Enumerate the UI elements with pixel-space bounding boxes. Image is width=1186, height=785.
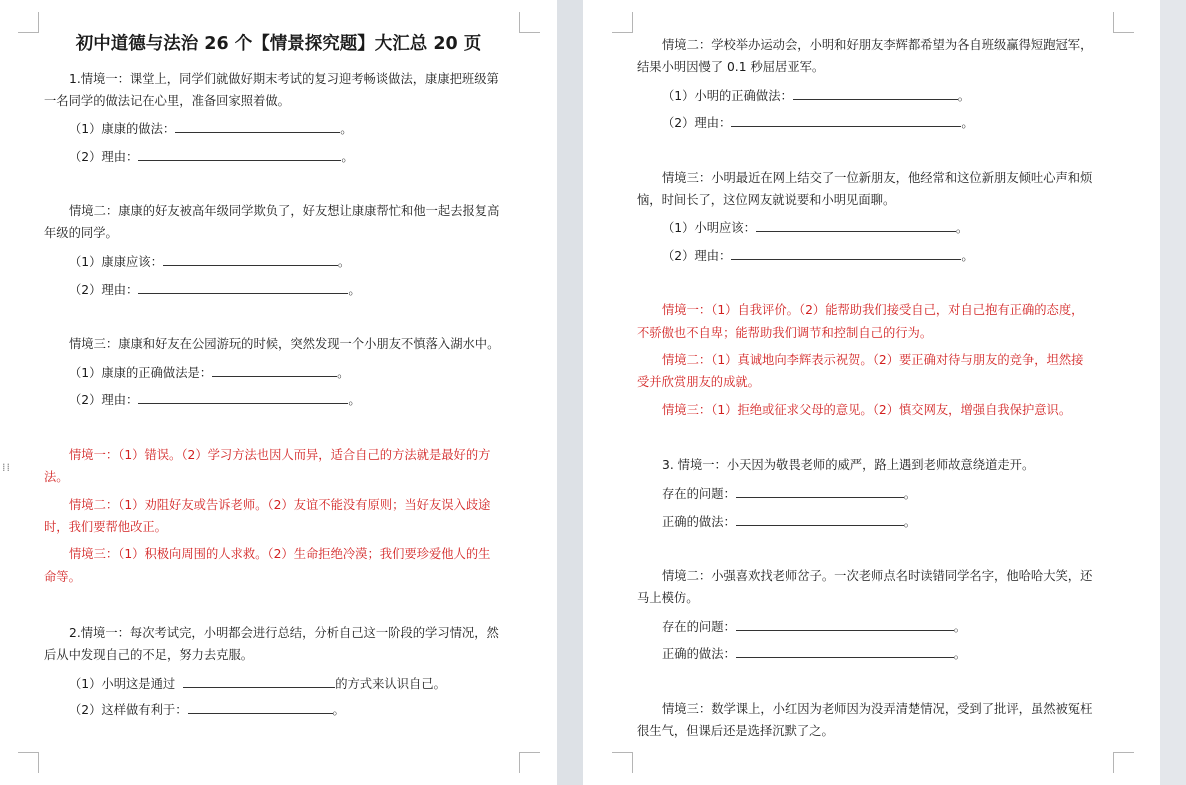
fill-in-line [662, 485, 916, 502]
end-mark: 。 [332, 703, 345, 717]
question-text: 情境三：数学课上，小红因为老师因为没弄清楚情况，受到了批评，虽然被冤枉 [662, 702, 1093, 716]
answer-text: 命等。 [44, 570, 81, 584]
answer-text: 不骄傲也不自卑；能帮助我们调节和控制自己的行为。 [637, 326, 933, 340]
fill-in-line [69, 120, 353, 137]
answer-blank [183, 675, 335, 688]
prompt-label: （2）理由： [69, 283, 139, 297]
answer-text: 受并欣赏朋友的成就。 [637, 375, 760, 389]
fill-in-line [69, 701, 345, 718]
prompt-label: （2）理由： [662, 116, 732, 130]
margin-corner-mark [1113, 12, 1134, 33]
question-text: 一名同学的做法记在心里，准备回家照着做。 [44, 94, 290, 108]
fill-in-line [69, 148, 354, 165]
answer-text: 情境二：（1）真诚地向李辉表示祝贺。（2）要正确对待与朋友的竞争，坦然接 [662, 353, 1084, 367]
prompt-label: （1）小明的正确做法： [662, 89, 793, 103]
fill-in-line [662, 87, 970, 104]
prompt-label: 存在的问题： [662, 487, 736, 501]
answer-text: 情境三：（1）积极向周围的人求救。（2）生命拒绝冷漠；我们要珍爱他人的生 [69, 547, 491, 561]
answer-blank [188, 701, 333, 714]
prompt-label: （1）康康的做法： [69, 122, 176, 136]
fill-in-line [662, 618, 966, 635]
prompt-label: （2）这样做有利于： [69, 703, 188, 717]
question-text: 马上模仿。 [637, 591, 699, 605]
answer-blank [736, 513, 904, 526]
end-mark: 。 [953, 647, 967, 661]
end-mark: 。 [337, 255, 351, 269]
end-mark: 。 [340, 122, 353, 136]
fill-in-line [69, 391, 361, 408]
page-gap [557, 0, 583, 785]
answer-blank [731, 247, 961, 260]
answer-blank [736, 645, 954, 658]
prompt-label: （1）康康的正确做法是： [69, 366, 213, 380]
margin-corner-mark [612, 752, 633, 773]
question-text: 年级的同学。 [44, 226, 118, 240]
answer-text: 法。 [44, 470, 69, 484]
answer-blank [736, 618, 954, 631]
prompt-label: （1）小明应该： [662, 221, 756, 235]
question-text: 后从中发现自己的不足，努力去克服。 [44, 648, 254, 662]
margin-corner-mark [519, 12, 540, 33]
end-mark: 。 [348, 283, 361, 297]
prompt-label: （2）理由： [69, 150, 139, 164]
document-page-right [583, 0, 1160, 785]
document-page-left [0, 0, 557, 785]
question-text: 情境三：小明最近在网上结交了一位新朋友，他经常和这位新朋友倾吐心声和烦 [662, 171, 1093, 185]
answer-text: 情境二：（1）劝阻好友或告诉老师。（2）友谊不能没有原则；当好友误入歧途 [69, 498, 491, 512]
end-mark: 。 [348, 393, 361, 407]
fill-in-line [69, 281, 361, 298]
question-text: 结果小明因慢了 0.1 秒屈居亚军。 [637, 60, 825, 74]
fill-in-line [69, 364, 349, 381]
answer-blank [212, 364, 337, 377]
answer-blank [138, 391, 348, 404]
fill-in-line [662, 645, 966, 662]
prompt-label: 正确的做法： [662, 515, 736, 529]
end-mark: 。 [341, 150, 354, 164]
end-mark: 。 [903, 515, 917, 529]
answer-blank [175, 120, 340, 133]
answer-blank [793, 87, 958, 100]
margin-corner-mark [519, 752, 540, 773]
answer-blank [163, 253, 338, 266]
margin-corner-mark [18, 12, 39, 33]
question-text: 3. 情境一：小天因为敬畏老师的威严，路上遇到老师故意绕道走开。 [662, 458, 1035, 472]
answer-text: 情境三：（1）拒绝或征求父母的意见。（2）慎交网友，增强自我保护意识。 [662, 403, 1072, 417]
prompt-label: 正确的做法： [662, 647, 736, 661]
question-text: 情境二：学校举办运动会，小明和好朋友李辉都希望为各自班级赢得短跑冠军， [662, 38, 1093, 52]
answer-blank [138, 148, 341, 161]
question-text: 2.情境一：每次考试完，小明都会进行总结，分析自己这一阶段的学习情况，然 [69, 626, 499, 640]
end-mark: 。 [955, 221, 969, 235]
drag-handle-icon[interactable]: ⁞⁞ [2, 461, 11, 474]
question-text: 1.情境一：课堂上，同学们就做好期末考试的复习迎考畅谈做法，康康把班级第 [69, 72, 499, 86]
fill-in-line [662, 513, 916, 530]
fill-in-line [662, 219, 968, 236]
answer-blank [756, 219, 956, 232]
fill-in-line [662, 114, 974, 131]
answer-text: 情境一：（1）错误。（2）学习方法也因人而异，适合自己的方法就是最好的方 [69, 448, 491, 462]
question-text: 情境二：小强喜欢找老师岔子。一次老师点名时读错同学名字，他哈哈大笑，还 [662, 569, 1093, 583]
margin-corner-mark [18, 752, 39, 773]
prompt-suffix: 的方式来认识自己。 [335, 677, 446, 691]
margin-corner-mark [1113, 752, 1134, 773]
margin-corner-mark [612, 12, 633, 33]
answer-blank [736, 485, 904, 498]
prompt-label: （2）理由： [662, 249, 732, 263]
end-mark: 。 [961, 249, 974, 263]
fill-in-line [662, 247, 974, 264]
prompt-label: （1）康康应该： [69, 255, 163, 269]
question-text: 恼，时间长了，这位网友就说要和小明见面聊。 [637, 193, 896, 207]
end-mark: 。 [903, 487, 917, 501]
answer-text: 情境一：（1）自我评价。（2）能帮助我们接受自己，对自己抱有正确的态度， [662, 303, 1084, 317]
answer-blank [138, 281, 348, 294]
question-text: 很生气，但课后还是选择沉默了之。 [637, 724, 834, 738]
fill-in-line [69, 675, 446, 692]
document-title: 初中道德与法治 26 个【情景探究题】大汇总 20 页 [75, 34, 482, 54]
fill-in-line [69, 253, 350, 270]
page-gap [1160, 0, 1186, 785]
answer-text: 时，我们要帮他改正。 [44, 520, 167, 534]
end-mark: 。 [337, 366, 350, 380]
end-mark: 。 [961, 116, 974, 130]
prompt-label: 存在的问题： [662, 620, 736, 634]
question-text: 情境三：康康和好友在公园游玩的时候，突然发现一个小朋友不慎落入湖水中。 [69, 337, 500, 351]
prompt-label: （2）理由： [69, 393, 139, 407]
question-text: 情境二：康康的好友被高年级同学欺负了，好友想让康康帮忙和他一起去报复高 [69, 204, 500, 218]
answer-blank [731, 114, 961, 127]
prompt-label: （1）小明这是通过 [69, 677, 176, 691]
end-mark: 。 [957, 89, 971, 103]
end-mark: 。 [953, 620, 967, 634]
